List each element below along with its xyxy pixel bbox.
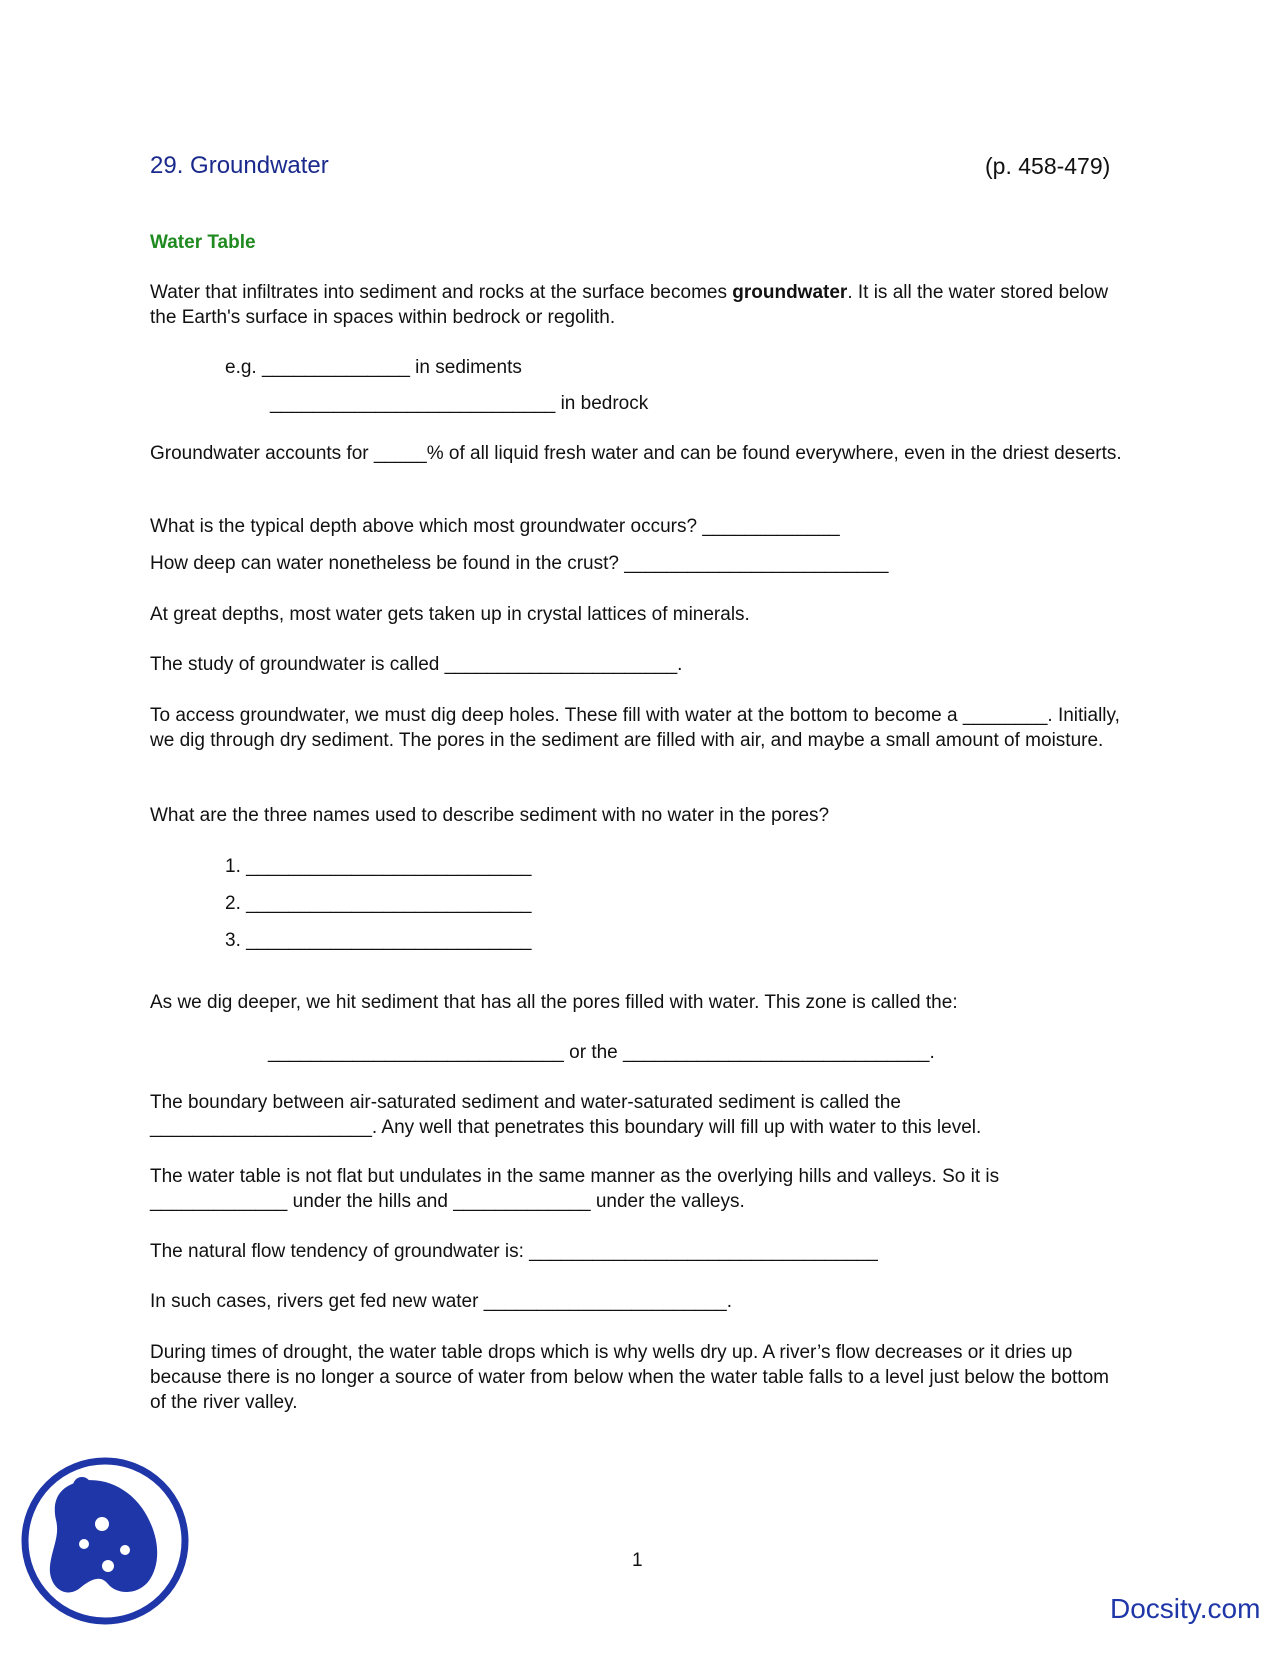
term-groundwater: groundwater bbox=[732, 282, 848, 303]
paragraph-intro bbox=[150, 280, 1130, 330]
list-item: 2. ___________________________ bbox=[225, 893, 532, 914]
paragraph-access: To access groundwater, we must dig deep holes. These fill with water at the bottom to become a ________. Initially, we dig through dry sediment. The pores in the sediment are filled with air, and maybe a small amount of moisture. bbox=[150, 705, 1120, 751]
question-max-depth: How deep can water nonetheless be found in the crust? _________________________ bbox=[150, 553, 889, 574]
paragraph-saturated: As we dig deeper, we hit sediment that has all the pores filled with water. This zone is called the: bbox=[150, 992, 958, 1013]
paragraph-rivers: In such cases, rivers get fed new water _______________________. bbox=[150, 1291, 733, 1312]
zone-blanks: ____________________________ or the _____________________________. bbox=[268, 1042, 935, 1063]
paragraph-boundary: The boundary between air-saturated sediment and water-saturated sediment is called the _____________________. Any well that penetrates this boundary will fill up with water to this level. bbox=[150, 1092, 982, 1138]
list-item: 1. ___________________________ bbox=[225, 856, 532, 877]
page-range: (p. 458-479) bbox=[985, 153, 1111, 179]
question-typical-depth: What is the typical depth above which most groundwater occurs? _____________ bbox=[150, 516, 840, 537]
paragraph-study: The study of groundwater is called ______________________. bbox=[150, 654, 683, 675]
docsity-logo-icon bbox=[20, 1456, 190, 1626]
paragraph-flow: The natural flow tendency of groundwater is: _________________________________ bbox=[150, 1241, 878, 1262]
paragraph-intro-prefix: Water that infiltrates into sediment and rocks at the surface becomes bbox=[150, 282, 733, 303]
paragraph-intro-suffix: . It is all the water stored below the Earth's surface in spaces within bedrock or regolith. bbox=[150, 282, 1109, 328]
section-heading: Water Table bbox=[150, 232, 256, 253]
page-title-text: 29. Groundwater bbox=[150, 152, 329, 179]
example-sediments: e.g. ______________ in sediments bbox=[225, 357, 522, 378]
example-bedrock: ___________________________ in bedrock bbox=[270, 393, 649, 414]
page-title bbox=[150, 151, 329, 181]
docsity-brand[interactable]: Docsity.com bbox=[1110, 1593, 1261, 1624]
paragraph-drought: During times of drought, the water table drops which is why wells dry up. A river’s flow decreases or it dries up because there is no longer a source of water from below when the water table falls to a level just below the bottom of the river valley. bbox=[150, 1342, 1109, 1413]
paragraph-undulates: The water table is not flat but undulates in the same manner as the overlying hills and valleys. So it is _____________ under the hills and _____________ under the valleys. bbox=[150, 1166, 1000, 1212]
list-item: 3. ___________________________ bbox=[225, 930, 532, 951]
question-three-names: What are the three names used to describe sediment with no water in the pores? bbox=[150, 805, 830, 826]
paragraph-fresh-water: Groundwater accounts for _____% of all liquid fresh water and can be found everywhere, even in the driest deserts. bbox=[150, 443, 1122, 464]
paragraph-crystal-lattices: At great depths, most water gets taken up in crystal lattices of minerals. bbox=[150, 604, 750, 625]
page-number: 1 bbox=[632, 1550, 643, 1571]
